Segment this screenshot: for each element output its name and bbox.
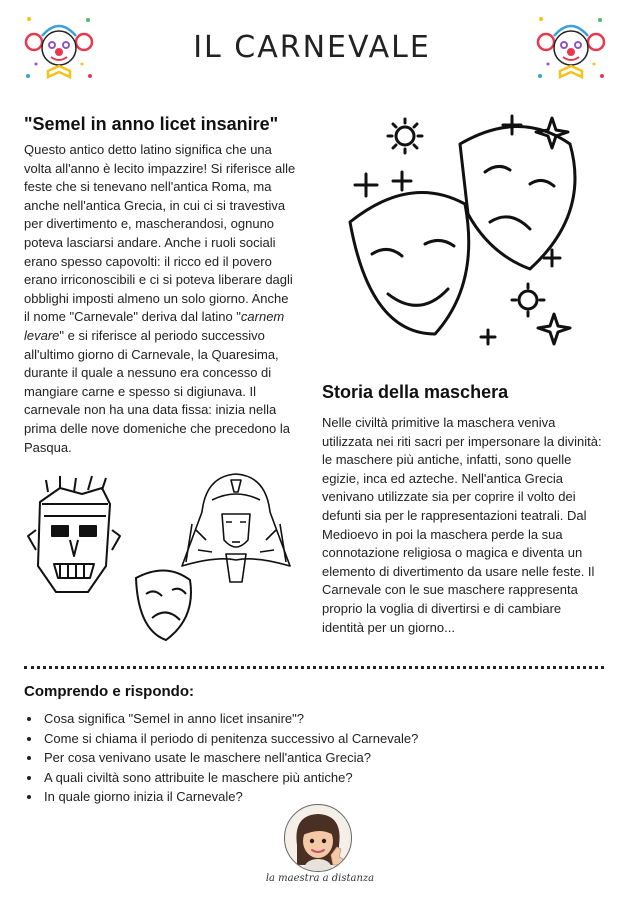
question-item: • In quale giorno inizia il Carnevale? [42,787,584,807]
section1-heading: "Semel in anno licet insanire" [24,114,279,134]
question-item: • Come si chiama il periodo di penitenza successivo al Carnevale? [42,729,584,749]
section1-text-a: Questo antico detto latino significa che una volta all'anno è lecito impazzire! Si riferisce alle feste che si tenevano nell'antica Roma, ma anche nell'antica Grecia, in cui ci si travestiva per divertimento e, mascherandosi, ognuno poteva lasciarsi andare. Anche i ruoli sociali erano spesso capovolti: il ricco ed il povero erano irriconoscibili e ci si poteva liberare dagli obblighi imposti almeno un solo giorno. Anche il nome "Carnevale" deriva dal latino " [24,142,296,325]
section1-italic: carnem levare [24,309,285,343]
section1-text-b: " e si riferisce al periodo successivo all'ultimo giorno di Carnevale, la Quaresima, durante il quale a nessuno era concesso di mangiare carne e spesso si digiunava. Il carnevale non ha una data fissa: inizia nella prima delle nove domeniche che precedono la Pasqua. [24,327,290,455]
ancient-masks-illustration [26,470,306,650]
section2-heading: Storia della maschera [322,382,509,402]
section-divider [24,666,604,669]
question-item: • A quali civiltà sono attribuite le maschere più antiche? [42,768,584,788]
page-title: IL CARNEVALE [193,30,431,65]
signature: la maestra a distanza [265,873,375,884]
question-item: • Cosa significa "Semel in anno licet insanire"? [42,709,584,729]
questions-heading: Comprendo e rispondo: [24,683,194,700]
questions-list [24,709,584,807]
section2-text: Nelle civiltà primitive la maschera veniva utilizzata nei riti sacri per impersonare la divinità: le maschere più antiche, infatti, sono quelle egizie, inca ed azteche. Nell'antica Grecia venivano utilizzate sia per coprire il volto dei defunti sia per le rappresentazioni teatrali. Dal Medioevo in poi la maschera perde la sua connotazione religiosa o magica e diventa un elemento di divertimento da usare nelle feste. Il Carnevale con le sue maschere rappresenta proprio la voglia di divertirsi e di cambiare identità per un giorno... [322,415,602,635]
section1-text [24,141,296,457]
question-item: • Per cosa venivano usate le maschere nell'antica Grecia? [42,748,584,768]
teacher-avatar [284,804,352,872]
theatre-masks-illustration [330,104,600,354]
